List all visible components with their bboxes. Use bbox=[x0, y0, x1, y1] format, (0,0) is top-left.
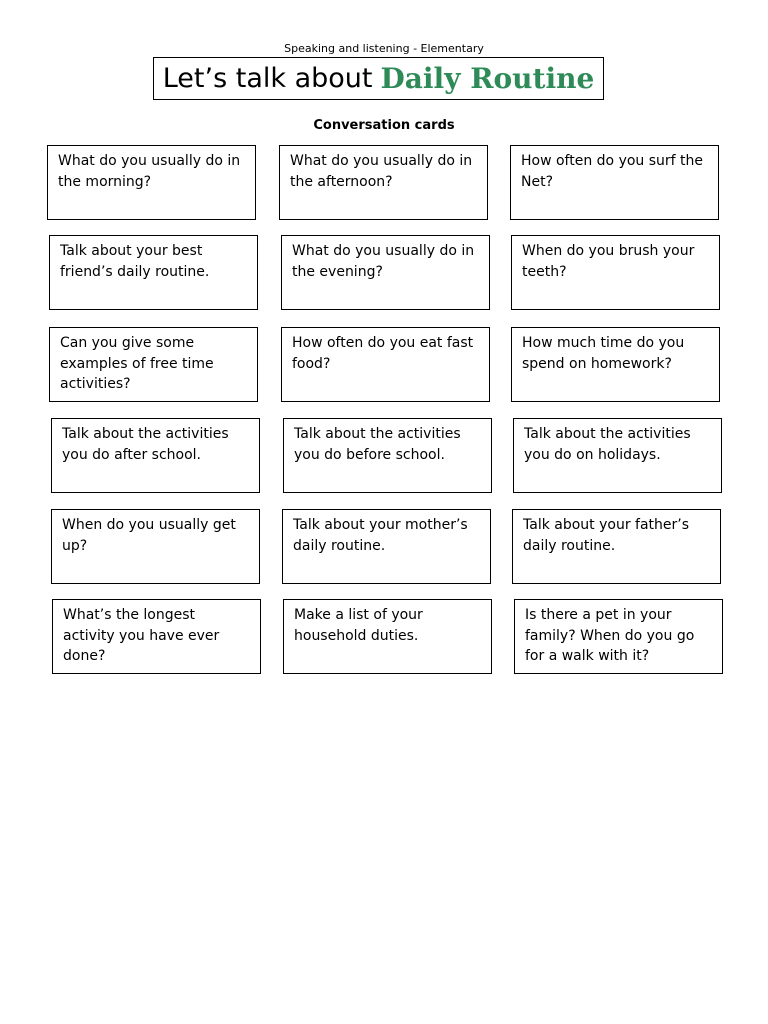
conversation-card: What do you usually do in the evening? bbox=[281, 235, 490, 310]
conversation-card: How much time do you spend on homework? bbox=[511, 327, 720, 402]
conversation-card: Can you give some examples of free time activities? bbox=[49, 327, 258, 402]
conversation-card: What do you usually do in the afternoon? bbox=[279, 145, 488, 220]
page-subheading: Speaking and listening - Elementary bbox=[284, 42, 484, 55]
title-main: Let’s talk about bbox=[162, 63, 373, 94]
conversation-card: Talk about your best friend’s daily routine. bbox=[49, 235, 258, 310]
conversation-card: How often do you surf the Net? bbox=[510, 145, 719, 220]
title-box bbox=[153, 57, 604, 100]
conversation-card: Talk about the activities you do after school. bbox=[51, 418, 260, 493]
conversation-card: When do you brush your teeth? bbox=[511, 235, 720, 310]
conversation-card: What’s the longest activity you have ever done? bbox=[52, 599, 261, 674]
section-title: Conversation cards bbox=[313, 118, 455, 133]
conversation-card: Talk about your mother’s daily routine. bbox=[282, 509, 491, 584]
conversation-card: Talk about your father’s daily routine. bbox=[512, 509, 721, 584]
conversation-card: How often do you eat fast food? bbox=[281, 327, 490, 402]
conversation-card: Is there a pet in your family? When do you go for a walk with it? bbox=[514, 599, 723, 674]
conversation-card: What do you usually do in the morning? bbox=[47, 145, 256, 220]
conversation-card: Talk about the activities you do before school. bbox=[283, 418, 492, 493]
title-accent: Daily Routine bbox=[380, 62, 595, 95]
conversation-card: Make a list of your household duties. bbox=[283, 599, 492, 674]
conversation-card: When do you usually get up? bbox=[51, 509, 260, 584]
conversation-card: Talk about the activities you do on holidays. bbox=[513, 418, 722, 493]
